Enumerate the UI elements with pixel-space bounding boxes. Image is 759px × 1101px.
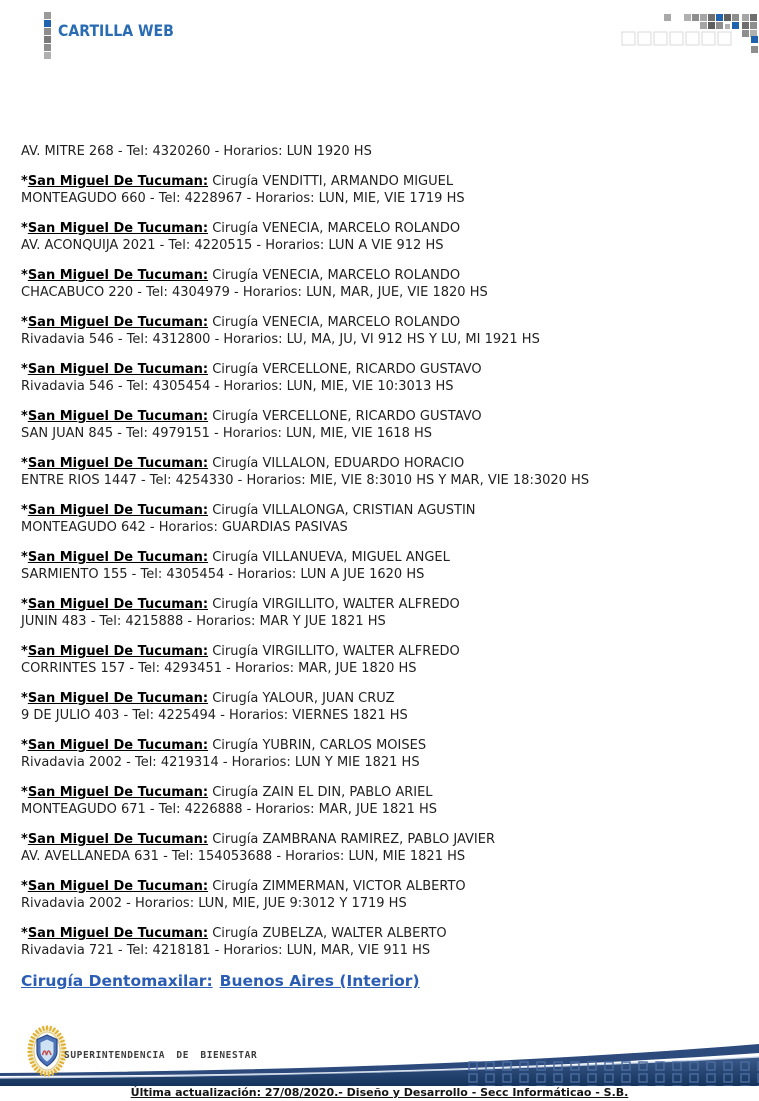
directory-entry	[21, 690, 736, 724]
entry-bullet: *	[21, 926, 28, 941]
entry-location: San Miguel De Tucuman:	[27, 315, 209, 330]
entry-doctor: VILLALONGA, CRISTIAN AGUSTIN	[262, 503, 476, 518]
continuation-line: AV. MITRE 268 - Tel: 4320260 - Horarios: LUN 1920 HS	[21, 144, 372, 159]
entry-bullet: *	[21, 738, 28, 753]
entry-doctor: YALOUR, JUAN CRUZ	[262, 691, 395, 706]
specialty-links	[21, 972, 736, 990]
entry-specialty: Cirugía	[212, 174, 259, 189]
entry-location: San Miguel De Tucuman:	[27, 550, 209, 565]
entry-specialty: Cirugía	[212, 409, 259, 424]
entry-specialty: Cirugía	[212, 785, 259, 800]
region-link[interactable]: Buenos Aires (Interior)	[219, 972, 420, 990]
entry-location: San Miguel De Tucuman:	[27, 362, 209, 377]
directory-entry	[21, 643, 736, 677]
entry-list	[21, 173, 736, 959]
entry-doctor: ZAMBRANA RAMIREZ, PABLO JAVIER	[262, 832, 495, 847]
entry-details: Rivadavia 2002 - Tel: 4219314 - Horarios: LUN Y MIE 1821 HS	[21, 755, 420, 770]
entry-details: CHACABUCO 220 - Tel: 4304979 - Horarios: LUN, MAR, JUE, VIE 1820 HS	[21, 285, 488, 300]
entry-details: 9 DE JULIO 403 - Tel: 4225494 - Horarios: VIERNES 1821 HS	[21, 708, 408, 723]
directory-entry	[21, 455, 736, 489]
entry-specialty: Cirugía	[212, 550, 259, 565]
directory-entry	[21, 596, 736, 630]
entry-doctor: VILLANUEVA, MIGUEL ANGEL	[262, 550, 450, 565]
entry-details: Rivadavia 546 - Tel: 4305454 - Horarios: LUN, MIE, VIE 10:3013 HS	[21, 379, 454, 394]
entry-specialty: Cirugía	[212, 268, 259, 283]
directory-entry	[21, 549, 736, 583]
org-logo-icon	[27, 1025, 67, 1077]
specialty-link[interactable]: Cirugía Dentomaxilar:	[21, 972, 213, 990]
entry-location: San Miguel De Tucuman:	[27, 456, 209, 471]
entry-details: Rivadavia 546 - Tel: 4312800 - Horarios: LU, MA, JU, VI 912 HS Y LU, MI 1921 HS	[21, 332, 540, 347]
directory-entry	[21, 878, 736, 912]
entry-location: San Miguel De Tucuman:	[27, 926, 209, 941]
entry-doctor: VENECIA, MARCELO ROLANDO	[262, 268, 461, 283]
entry-doctor: YUBRIN, CARLOS MOISES	[262, 738, 427, 753]
entry-location: San Miguel De Tucuman:	[27, 785, 209, 800]
page-footer	[0, 1020, 759, 1101]
entry-bullet: *	[21, 550, 28, 565]
entry-location: San Miguel De Tucuman:	[27, 644, 209, 659]
entry-specialty: Cirugía	[212, 221, 259, 236]
entry-specialty: Cirugía	[212, 503, 259, 518]
entry-bullet: *	[21, 832, 28, 847]
entry-details: JUNIN 483 - Tel: 4215888 - Horarios: MAR Y JUE 1821 HS	[21, 614, 386, 629]
directory-entry	[21, 831, 736, 865]
directory-entry	[21, 220, 736, 254]
entry-bullet: *	[21, 362, 28, 377]
entry-bullet: *	[21, 174, 28, 189]
entry-specialty: Cirugía	[212, 362, 259, 377]
entry-details: MONTEAGUDO 671 - Tel: 4226888 - Horarios: MAR, JUE 1821 HS	[21, 802, 438, 817]
entry-bullet: *	[21, 221, 28, 236]
entry-doctor: VIRGILLITO, WALTER ALFREDO	[262, 644, 460, 659]
entry-location: San Miguel De Tucuman:	[27, 832, 209, 847]
entry-location: San Miguel De Tucuman:	[27, 879, 209, 894]
footer-band-decoration	[0, 1040, 759, 1086]
entry-specialty: Cirugía	[212, 691, 259, 706]
header-squares-icon	[44, 12, 52, 60]
entry-bullet: *	[21, 879, 28, 894]
entry-bullet: *	[21, 644, 28, 659]
entry-bullet: *	[21, 456, 28, 471]
app-title: CARTILLA WEB	[58, 21, 174, 40]
entry-bullet: *	[21, 409, 28, 424]
header-mosaic-icon	[618, 6, 759, 58]
entry-doctor: VILLALON, EDUARDO HORACIO	[262, 456, 465, 471]
entry-details: AV. AVELLANEDA 631 - Tel: 154053688 - Horarios: LUN, MIE 1821 HS	[21, 849, 466, 864]
org-name: SUPERINTENDENCIA DE BIENESTAR	[64, 1050, 258, 1061]
directory-entry	[21, 784, 736, 818]
entry-specialty: Cirugía	[212, 456, 259, 471]
entry-specialty: Cirugía	[212, 315, 259, 330]
entry-location: San Miguel De Tucuman:	[27, 268, 209, 283]
entry-location: San Miguel De Tucuman:	[27, 738, 209, 753]
page-header	[0, 0, 759, 62]
directory-entry	[21, 361, 736, 395]
entry-details: SARMIENTO 155 - Tel: 4305454 - Horarios: LUN A JUE 1620 HS	[21, 567, 425, 582]
entry-doctor: ZIMMERMAN, VICTOR ALBERTO	[262, 879, 466, 894]
entry-details: Rivadavia 721 - Tel: 4218181 - Horarios: LUN, MAR, VIE 911 HS	[21, 943, 431, 958]
entry-bullet: *	[21, 503, 28, 518]
entry-specialty: Cirugía	[212, 738, 259, 753]
directory-entry	[21, 173, 736, 207]
entry-details: MONTEAGUDO 642 - Horarios: GUARDIAS PASIVAS	[21, 520, 348, 535]
directory-entry	[21, 925, 736, 959]
entry-location: San Miguel De Tucuman:	[27, 174, 209, 189]
entry-specialty: Cirugía	[212, 879, 259, 894]
entry-bullet: *	[21, 785, 28, 800]
entry-doctor: VENECIA, MARCELO ROLANDO	[262, 315, 461, 330]
entry-doctor: VENDITTI, ARMANDO MIGUEL	[262, 174, 454, 189]
entry-location: San Miguel De Tucuman:	[27, 597, 209, 612]
entry-bullet: *	[21, 597, 28, 612]
entry-location: San Miguel De Tucuman:	[27, 691, 209, 706]
entry-bullet: *	[21, 268, 28, 283]
directory-entry	[21, 502, 736, 536]
directory-entry	[21, 314, 736, 348]
entry-details: Rivadavia 2002 - Horarios: LUN, MIE, JUE 9:3012 Y 1719 HS	[21, 896, 407, 911]
entry-doctor: VERCELLONE, RICARDO GUSTAVO	[262, 362, 482, 377]
entry-details: AV. ACONQUIJA 2021 - Tel: 4220515 - Horarios: LUN A VIE 912 HS	[21, 238, 444, 253]
entry-specialty: Cirugía	[212, 644, 259, 659]
entry-specialty: Cirugía	[212, 597, 259, 612]
entry-bullet: *	[21, 315, 28, 330]
entry-bullet: *	[21, 691, 28, 706]
entry-location: San Miguel De Tucuman:	[27, 221, 209, 236]
entry-details: SAN JUAN 845 - Tel: 4979151 - Horarios: LUN, MIE, VIE 1618 HS	[21, 426, 432, 441]
entry-details: ENTRE RIOS 1447 - Tel: 4254330 - Horarios: MIE, VIE 8:3010 HS Y MAR, VIE 18:3020 HS	[21, 473, 590, 488]
entry-specialty: Cirugía	[212, 926, 259, 941]
entry-details: CORRINTES 157 - Tel: 4293451 - Horarios: MAR, JUE 1820 HS	[21, 661, 417, 676]
entry-location: San Miguel De Tucuman:	[27, 409, 209, 424]
directory-list	[21, 143, 736, 990]
directory-entry	[21, 267, 736, 301]
entry-doctor: ZAIN EL DIN, PABLO ARIEL	[262, 785, 433, 800]
directory-entry	[21, 408, 736, 442]
directory-entry	[21, 737, 736, 771]
update-line: Última actualización: 27/08/2020.- Diseño y Desarrollo - Secc Informáticao - S.B.	[130, 1086, 629, 1099]
entry-specialty: Cirugía	[212, 832, 259, 847]
entry-doctor: VENECIA, MARCELO ROLANDO	[262, 221, 461, 236]
entry-location: San Miguel De Tucuman:	[27, 503, 209, 518]
entry-details: MONTEAGUDO 660 - Tel: 4228967 - Horarios: LUN, MIE, VIE 1719 HS	[21, 191, 465, 206]
entry-doctor: VERCELLONE, RICARDO GUSTAVO	[262, 409, 482, 424]
entry-doctor: VIRGILLITO, WALTER ALFREDO	[262, 597, 460, 612]
entry-doctor: ZUBELZA, WALTER ALBERTO	[262, 926, 447, 941]
